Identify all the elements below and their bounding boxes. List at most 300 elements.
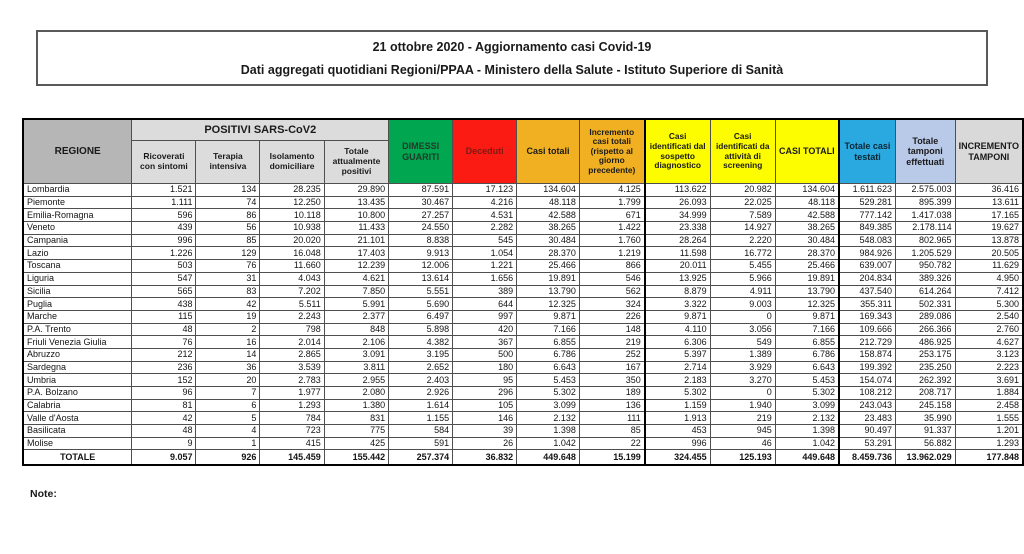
region-cell: Liguria	[23, 272, 132, 285]
value-cell: 11.598	[645, 247, 710, 260]
value-cell: 7.166	[775, 323, 839, 336]
value-cell: 775	[324, 425, 388, 438]
value-cell: 1.760	[579, 234, 644, 247]
value-cell: 2.178.114	[895, 222, 955, 235]
value-cell: 30.484	[517, 234, 580, 247]
value-cell: 13.878	[955, 234, 1023, 247]
col-header-casi-totali: Casi totali	[517, 119, 580, 184]
value-cell: 189	[579, 387, 644, 400]
value-cell: 2.403	[389, 374, 453, 387]
value-cell: 16.048	[260, 247, 324, 260]
header-row-group	[23, 119, 1023, 141]
value-cell: 30.484	[775, 234, 839, 247]
title-line-1: 21 ottobre 2020 - Aggiornamento casi Covid-19	[372, 39, 652, 54]
value-cell: 16.772	[710, 247, 775, 260]
table-row	[23, 209, 1023, 222]
value-cell: 4.621	[324, 272, 388, 285]
table-row	[23, 387, 1023, 400]
value-cell: 28.235	[260, 184, 324, 197]
value-cell: 6.786	[517, 348, 580, 361]
value-cell: 56	[196, 222, 260, 235]
value-cell: 90.497	[839, 425, 896, 438]
value-cell: 19.627	[955, 222, 1023, 235]
col-header-deceduti: Deceduti	[453, 119, 517, 184]
value-cell: 245.158	[895, 399, 955, 412]
value-cell: 895.399	[895, 196, 955, 209]
table-row	[23, 412, 1023, 425]
value-cell: 355.311	[839, 298, 896, 311]
region-cell: Sicilia	[23, 285, 132, 298]
value-cell: 105	[453, 399, 517, 412]
value-cell: 235.250	[895, 361, 955, 374]
value-cell: 6	[196, 399, 260, 412]
value-cell: 9.057	[132, 450, 196, 466]
value-cell: 9.871	[775, 310, 839, 323]
value-cell: 2.714	[645, 361, 710, 374]
region-cell: P.A. Bolzano	[23, 387, 132, 400]
value-cell: 9	[132, 437, 196, 450]
value-cell: 136	[579, 399, 644, 412]
value-cell: 1.221	[453, 260, 517, 273]
value-cell: 12.325	[775, 298, 839, 311]
value-cell: 798	[260, 323, 324, 336]
value-cell: 25.466	[775, 260, 839, 273]
col-header-totale-tamponi: Totale tamponi effettuati	[895, 119, 955, 184]
value-cell: 4.043	[260, 272, 324, 285]
value-cell: 30.467	[389, 196, 453, 209]
value-cell: 76	[196, 260, 260, 273]
value-cell: 1.042	[517, 437, 580, 450]
value-cell: 2.652	[389, 361, 453, 374]
value-cell: 148	[579, 323, 644, 336]
value-cell: 9.003	[710, 298, 775, 311]
value-cell: 15.199	[579, 450, 644, 466]
value-cell: 997	[453, 310, 517, 323]
value-cell: 9.871	[517, 310, 580, 323]
value-cell: 549	[710, 336, 775, 349]
value-cell: 449.648	[775, 450, 839, 466]
value-cell: 219	[710, 412, 775, 425]
table-row	[23, 323, 1023, 336]
value-cell: 4	[196, 425, 260, 438]
value-cell: 38.265	[517, 222, 580, 235]
region-cell: Lazio	[23, 247, 132, 260]
value-cell: 20.505	[955, 247, 1023, 260]
value-cell: 42.588	[775, 209, 839, 222]
table-row	[23, 425, 1023, 438]
col-header-casi-sospetto-diagnostico: Casi identificati dal sospetto diagnostico	[645, 119, 710, 184]
value-cell: 85	[196, 234, 260, 247]
region-cell: Abruzzo	[23, 348, 132, 361]
value-cell: 502.331	[895, 298, 955, 311]
value-cell: 4.531	[453, 209, 517, 222]
value-cell: 439	[132, 222, 196, 235]
region-cell: Marche	[23, 310, 132, 323]
value-cell: 5.690	[389, 298, 453, 311]
value-cell: 984.926	[839, 247, 896, 260]
value-cell: 367	[453, 336, 517, 349]
value-cell: 529.281	[839, 196, 896, 209]
value-cell: 500	[453, 348, 517, 361]
value-cell: 6.643	[517, 361, 580, 374]
value-cell: 503	[132, 260, 196, 273]
value-cell: 548.083	[839, 234, 896, 247]
value-cell: 289.086	[895, 310, 955, 323]
value-cell: 7.166	[517, 323, 580, 336]
value-cell: 614.264	[895, 285, 955, 298]
value-cell: 83	[196, 285, 260, 298]
table-row	[23, 298, 1023, 311]
col-header-incremento-tamponi: INCREMENTO TAMPONI	[955, 119, 1023, 184]
value-cell: 866	[579, 260, 644, 273]
value-cell: 1.940	[710, 399, 775, 412]
value-cell: 26.093	[645, 196, 710, 209]
value-cell: 784	[260, 412, 324, 425]
value-cell: 2.377	[324, 310, 388, 323]
value-cell: 849.385	[839, 222, 896, 235]
region-cell: Sardegna	[23, 361, 132, 374]
value-cell: 802.965	[895, 234, 955, 247]
value-cell: 5.300	[955, 298, 1023, 311]
value-cell: 350	[579, 374, 644, 387]
value-cell: 17.403	[324, 247, 388, 260]
value-cell: 2.223	[955, 361, 1023, 374]
col-header-isolamento: Isolamento domiciliare	[260, 141, 324, 184]
value-cell: 46	[710, 437, 775, 450]
value-cell: 48	[132, 323, 196, 336]
value-cell: 12.250	[260, 196, 324, 209]
value-cell: 11.433	[324, 222, 388, 235]
value-cell: 1.205.529	[895, 247, 955, 260]
value-cell: 10.938	[260, 222, 324, 235]
value-cell: 87.591	[389, 184, 453, 197]
value-cell: 212	[132, 348, 196, 361]
value-cell: 167	[579, 361, 644, 374]
value-cell: 42	[196, 298, 260, 311]
value-cell: 81	[132, 399, 196, 412]
table-row	[23, 196, 1023, 209]
region-cell: Puglia	[23, 298, 132, 311]
table-row	[23, 234, 1023, 247]
value-cell: 996	[132, 234, 196, 247]
value-cell: 2.080	[324, 387, 388, 400]
value-cell: 5	[196, 412, 260, 425]
value-cell: 152	[132, 374, 196, 387]
value-cell: 3.099	[517, 399, 580, 412]
value-cell: 4.950	[955, 272, 1023, 285]
value-cell: 24.550	[389, 222, 453, 235]
value-cell: 19.891	[517, 272, 580, 285]
value-cell: 39	[453, 425, 517, 438]
value-cell: 1.219	[579, 247, 644, 260]
value-cell: 1.884	[955, 387, 1023, 400]
value-cell: 236	[132, 361, 196, 374]
region-cell: TOTALE	[23, 450, 132, 466]
value-cell: 565	[132, 285, 196, 298]
value-cell: 3.691	[955, 374, 1023, 387]
value-cell: 12.006	[389, 260, 453, 273]
value-cell: 1.293	[955, 437, 1023, 450]
col-header-incremento-casi: Incremento casi totali (rispetto al giorno precedente)	[579, 119, 644, 184]
value-cell: 91.337	[895, 425, 955, 438]
value-cell: 10.800	[324, 209, 388, 222]
value-cell: 257.374	[389, 450, 453, 466]
region-cell: Lombardia	[23, 184, 132, 197]
value-cell: 1.611.623	[839, 184, 896, 197]
title-line-2: Dati aggregati quotidiani Regioni/PPAA - Ministero della Salute - Istituto Superiore di Sanità	[240, 62, 784, 77]
value-cell: 115	[132, 310, 196, 323]
value-cell: 219	[579, 336, 644, 349]
value-cell: 562	[579, 285, 644, 298]
value-cell: 3.123	[955, 348, 1023, 361]
value-cell: 1.155	[389, 412, 453, 425]
value-cell: 3.195	[389, 348, 453, 361]
value-cell: 27.257	[389, 209, 453, 222]
value-cell: 945	[710, 425, 775, 438]
value-cell: 212.729	[839, 336, 896, 349]
value-cell: 0	[710, 310, 775, 323]
value-cell: 3.270	[710, 374, 775, 387]
value-cell: 7.202	[260, 285, 324, 298]
value-cell: 926	[196, 450, 260, 466]
region-cell: Piemonte	[23, 196, 132, 209]
value-cell: 2.183	[645, 374, 710, 387]
value-cell: 9.871	[645, 310, 710, 323]
value-cell: 154.074	[839, 374, 896, 387]
value-cell: 17.123	[453, 184, 517, 197]
value-cell: 1.159	[645, 399, 710, 412]
value-cell: 20.011	[645, 260, 710, 273]
value-cell: 389	[453, 285, 517, 298]
value-cell: 7	[196, 387, 260, 400]
value-cell: 13.614	[389, 272, 453, 285]
value-cell: 155.442	[324, 450, 388, 466]
value-cell: 1.380	[324, 399, 388, 412]
value-cell: 158.874	[839, 348, 896, 361]
value-cell: 22.025	[710, 196, 775, 209]
value-cell: 2.282	[453, 222, 517, 235]
value-cell: 36.832	[453, 450, 517, 466]
value-cell: 25.466	[517, 260, 580, 273]
value-cell: 1.417.038	[895, 209, 955, 222]
value-cell: 324	[579, 298, 644, 311]
value-cell: 6.306	[645, 336, 710, 349]
value-cell: 28.370	[775, 247, 839, 260]
table-row	[23, 310, 1023, 323]
value-cell: 5.551	[389, 285, 453, 298]
col-header-terapia-intensiva: Terapia intensiva	[196, 141, 260, 184]
value-cell: 453	[645, 425, 710, 438]
value-cell: 1.614	[389, 399, 453, 412]
covid-table	[22, 118, 1024, 466]
value-cell: 1.422	[579, 222, 644, 235]
value-cell: 262.392	[895, 374, 955, 387]
value-cell: 125.193	[710, 450, 775, 466]
value-cell: 5.898	[389, 323, 453, 336]
value-cell: 777.142	[839, 209, 896, 222]
value-cell: 950.782	[895, 260, 955, 273]
value-cell: 42.588	[517, 209, 580, 222]
value-cell: 4.382	[389, 336, 453, 349]
value-cell: 1.054	[453, 247, 517, 260]
value-cell: 1.293	[260, 399, 324, 412]
region-cell: Emilia-Romagna	[23, 209, 132, 222]
value-cell: 5.966	[710, 272, 775, 285]
value-cell: 13.790	[775, 285, 839, 298]
col-header-casi-totali-upper: CASI TOTALI	[775, 119, 839, 184]
value-cell: 6.786	[775, 348, 839, 361]
value-cell: 12.239	[324, 260, 388, 273]
region-cell: Molise	[23, 437, 132, 450]
value-cell: 1.389	[710, 348, 775, 361]
value-cell: 28.264	[645, 234, 710, 247]
table-body	[23, 184, 1023, 466]
total-row	[23, 450, 1023, 466]
value-cell: 180	[453, 361, 517, 374]
value-cell: 96	[132, 387, 196, 400]
value-cell: 1.398	[517, 425, 580, 438]
value-cell: 296	[453, 387, 517, 400]
value-cell: 23.483	[839, 412, 896, 425]
value-cell: 1.111	[132, 196, 196, 209]
value-cell: 36	[196, 361, 260, 374]
value-cell: 2.955	[324, 374, 388, 387]
value-cell: 3.099	[775, 399, 839, 412]
value-cell: 1.913	[645, 412, 710, 425]
value-cell: 1.977	[260, 387, 324, 400]
value-cell: 415	[260, 437, 324, 450]
table-row	[23, 348, 1023, 361]
value-cell: 13.435	[324, 196, 388, 209]
value-cell: 10.118	[260, 209, 324, 222]
value-cell: 74	[196, 196, 260, 209]
value-cell: 177.848	[955, 450, 1023, 466]
table-row	[23, 222, 1023, 235]
value-cell: 1.042	[775, 437, 839, 450]
value-cell: 324.455	[645, 450, 710, 466]
table-row	[23, 272, 1023, 285]
value-cell: 3.091	[324, 348, 388, 361]
value-cell: 86	[196, 209, 260, 222]
value-cell: 13.962.029	[895, 450, 955, 466]
value-cell: 48	[132, 425, 196, 438]
value-cell: 1.521	[132, 184, 196, 197]
value-cell: 22	[579, 437, 644, 450]
value-cell: 5.397	[645, 348, 710, 361]
value-cell: 8.879	[645, 285, 710, 298]
value-cell: 1.656	[453, 272, 517, 285]
positivi-group-header: POSITIVI SARS-CoV2	[132, 119, 389, 141]
value-cell: 13.790	[517, 285, 580, 298]
value-cell: 6.643	[775, 361, 839, 374]
region-cell: Valle d'Aosta	[23, 412, 132, 425]
value-cell: 19	[196, 310, 260, 323]
value-cell: 36.416	[955, 184, 1023, 197]
value-cell: 723	[260, 425, 324, 438]
value-cell: 38.265	[775, 222, 839, 235]
value-cell: 129	[196, 247, 260, 260]
value-cell: 11.660	[260, 260, 324, 273]
value-cell: 848	[324, 323, 388, 336]
table-row	[23, 184, 1023, 197]
value-cell: 48.118	[517, 196, 580, 209]
value-cell: 48.118	[775, 196, 839, 209]
value-cell: 95	[453, 374, 517, 387]
value-cell: 2.220	[710, 234, 775, 247]
value-cell: 545	[453, 234, 517, 247]
value-cell: 111	[579, 412, 644, 425]
region-cell: Toscana	[23, 260, 132, 273]
value-cell: 76	[132, 336, 196, 349]
col-header-dimessi-guariti: DIMESSI GUARITI	[389, 119, 453, 184]
value-cell: 204.834	[839, 272, 896, 285]
value-cell: 56.882	[895, 437, 955, 450]
value-cell: 11.629	[955, 260, 1023, 273]
value-cell: 5.511	[260, 298, 324, 311]
region-cell: Veneto	[23, 222, 132, 235]
region-cell: Calabria	[23, 399, 132, 412]
value-cell: 13.925	[645, 272, 710, 285]
table-row	[23, 336, 1023, 349]
value-cell: 8.838	[389, 234, 453, 247]
col-header-totale-casi-testati: Totale casi testati	[839, 119, 896, 184]
value-cell: 31	[196, 272, 260, 285]
value-cell: 2.106	[324, 336, 388, 349]
value-cell: 266.366	[895, 323, 955, 336]
value-cell: 2.243	[260, 310, 324, 323]
value-cell: 252	[579, 348, 644, 361]
table-row	[23, 361, 1023, 374]
region-cell: Umbria	[23, 374, 132, 387]
value-cell: 996	[645, 437, 710, 450]
value-cell: 108.212	[839, 387, 896, 400]
value-cell: 169.343	[839, 310, 896, 323]
value-cell: 5.991	[324, 298, 388, 311]
value-cell: 2.132	[517, 412, 580, 425]
table-row	[23, 247, 1023, 260]
value-cell: 2.458	[955, 399, 1023, 412]
value-cell: 17.165	[955, 209, 1023, 222]
region-cell: Friuli Venezia Giulia	[23, 336, 132, 349]
value-cell: 3.322	[645, 298, 710, 311]
region-cell: P.A. Trento	[23, 323, 132, 336]
value-cell: 8.459.736	[839, 450, 896, 466]
value-cell: 5.453	[517, 374, 580, 387]
value-cell: 1	[196, 437, 260, 450]
value-cell: 584	[389, 425, 453, 438]
value-cell: 34.999	[645, 209, 710, 222]
value-cell: 425	[324, 437, 388, 450]
value-cell: 12.325	[517, 298, 580, 311]
value-cell: 0	[710, 387, 775, 400]
value-cell: 20.020	[260, 234, 324, 247]
value-cell: 4.216	[453, 196, 517, 209]
col-header-totale-positivi: Totale attualmente positivi	[324, 141, 388, 184]
table-row	[23, 399, 1023, 412]
value-cell: 2.760	[955, 323, 1023, 336]
col-header-casi-screening: Casi identificati da attività di screening	[710, 119, 775, 184]
value-cell: 199.392	[839, 361, 896, 374]
value-cell: 5.455	[710, 260, 775, 273]
value-cell: 5.453	[775, 374, 839, 387]
value-cell: 85	[579, 425, 644, 438]
value-cell: 35.990	[895, 412, 955, 425]
value-cell: 7.589	[710, 209, 775, 222]
value-cell: 20	[196, 374, 260, 387]
value-cell: 2	[196, 323, 260, 336]
value-cell: 5.302	[517, 387, 580, 400]
value-cell: 546	[579, 272, 644, 285]
